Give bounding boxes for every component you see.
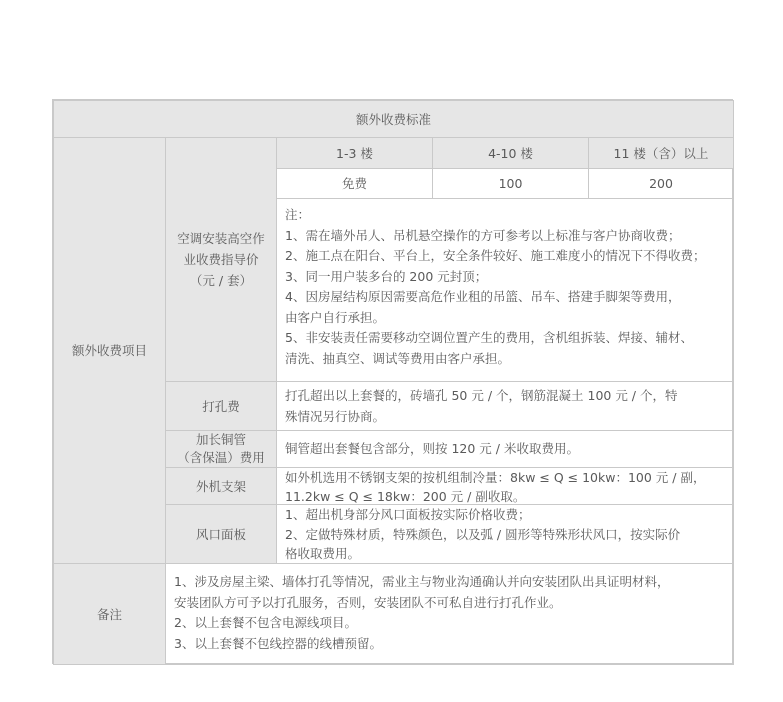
price-1-3: 免费 (276, 168, 433, 199)
table-title: 额外收费标准 (53, 100, 734, 138)
bracket-line: 11.2kw ≤ Q ≤ 18kw：200 元 / 副收取。 (285, 489, 526, 504)
note-line: 注： (285, 207, 311, 222)
vent-panel-desc (276, 504, 734, 564)
remarks-line: 2、以上套餐不包含电源线项目。 (174, 615, 357, 630)
copper-label-line: （含保温）费用 (177, 450, 265, 465)
note-line: 2、施工点在阳台、平台上，安全条件较好、施工难度小的情况下不得收费； (285, 248, 706, 263)
note-line: 清洗、抽真空、调试等费用由客户承担。 (285, 350, 511, 366)
drilling-line: 殊情况另行协商。 (285, 408, 386, 424)
note-line: 由客户自行承担。 (285, 309, 386, 325)
copper-pipe-label (165, 430, 277, 468)
remarks-label: 备注 (53, 563, 166, 665)
outdoor-bracket-label: 外机支架 (165, 467, 277, 505)
remarks-line: 安装团队方可予以打孔服务，否则，安装团队不可私自进行打孔作业。 (174, 594, 562, 610)
vent-line: 格收取费用。 (285, 546, 361, 561)
floor-header-1-3: 1-3 楼 (276, 137, 433, 169)
copper-line: 铜管超出套餐包含部分，则按 120 元 / 米收取费用。 (285, 440, 579, 456)
note-line: 4、因房屋结构原因需要高危作业租的吊篮、吊车、搭建手脚架等费用， (285, 289, 681, 304)
aircon-label-line: （元 / 套） (189, 273, 253, 288)
aircon-high-altitude-label (165, 137, 277, 382)
remarks-line: 3、以上套餐不包线控器的线槽预留。 (174, 635, 382, 651)
drilling-line: 打孔超出以上套餐的，砖墙孔 50 元 / 个，钢筋混凝土 100 元 / 个，特 (285, 388, 678, 403)
outdoor-bracket-desc (276, 467, 734, 505)
vent-line: 2、定做特殊材质，特殊颜色，以及弧 / 圆形等特殊形状风口，按实际价 (285, 526, 681, 542)
copper-pipe-desc (276, 430, 734, 468)
bracket-line: 如外机选用不锈钢支架的按机组制冷量：8kw ≤ Q ≤ 10kw：100 元 / 副， (285, 470, 706, 485)
aircon-label-line: 空调安装高空作 (177, 231, 265, 246)
copper-label-line: 加长铜管 (195, 432, 246, 447)
remarks-desc (165, 563, 734, 665)
price-4-10: 100 (432, 168, 589, 199)
extra-fee-items-label: 额外收费项目 (53, 137, 166, 564)
note-line: 1、需在墙外吊人、吊机悬空操作的方可参考以上标准与客户协商收费； (285, 227, 681, 243)
floor-header-4-10: 4-10 楼 (432, 137, 589, 169)
vent-panel-label: 风口面板 (165, 504, 277, 564)
aircon-label-line: 业收费指导价 (183, 252, 259, 267)
note-line: 5、非安装责任需要移动空调位置产生的费用，含机组拆装、焊接、辅材、 (285, 330, 693, 345)
drilling-fee-label: 打孔费 (165, 381, 277, 431)
note-line: 3、同一用户装多台的 200 元封顶； (285, 268, 488, 284)
drilling-fee-desc (276, 381, 734, 431)
remarks-line: 1、涉及房屋主梁、墙体打孔等情况，需业主与物业沟通确认并向安装团队出具证明材料， (174, 574, 670, 589)
price-11-plus: 200 (588, 168, 734, 199)
vent-line: 1、超出机身部分风口面板按实际价格收费； (285, 507, 531, 522)
floor-header-11-plus: 11 楼（含）以上 (588, 137, 734, 169)
aircon-notes (276, 198, 734, 382)
extra-fee-table (52, 99, 733, 664)
